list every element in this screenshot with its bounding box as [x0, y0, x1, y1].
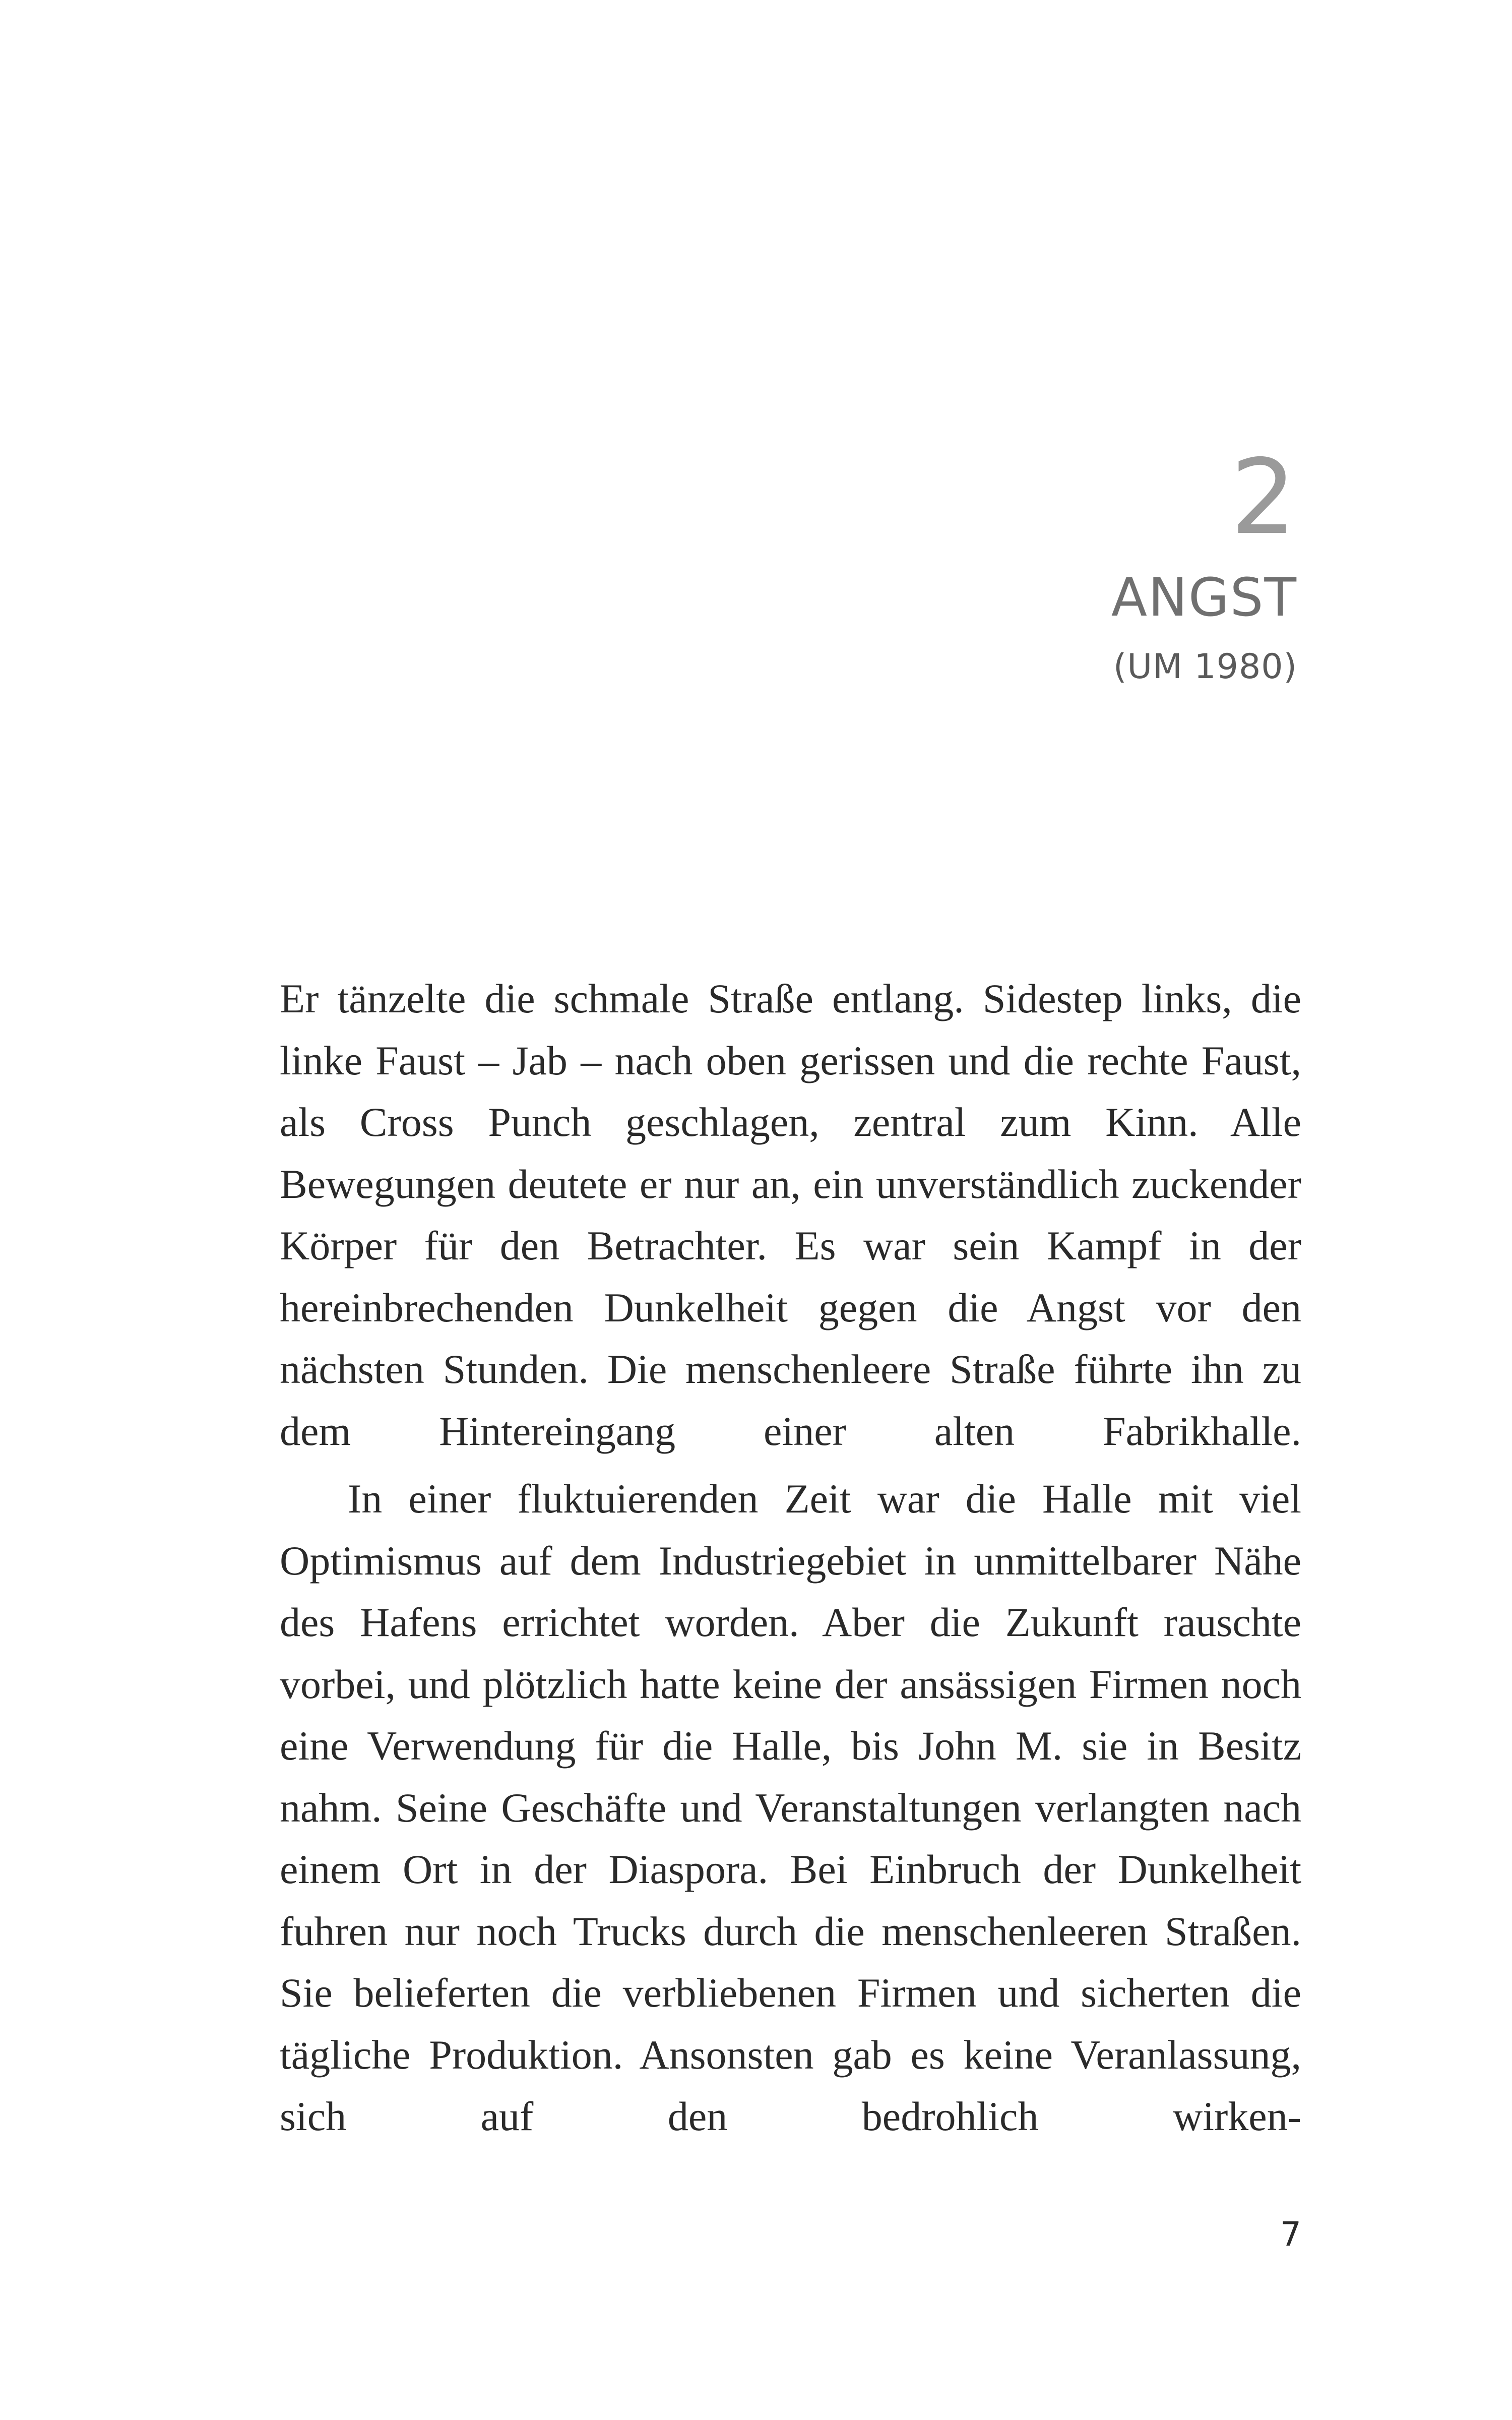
chapter-heading — [1111, 438, 1297, 687]
chapter-number: 2 — [1230, 438, 1297, 558]
body-text — [280, 968, 1301, 2148]
chapter-title: ANGST — [1111, 567, 1297, 628]
paragraph-1: Er tänzelte die schmale Straße entlang. Sidestep links, die linke Faust – Jab – nach oben gerissen und die rechte Faust, als Cross Punch geschlagen, zentral zum Kinn. Alle Bewegungen deutete er nur an, ein unverständlich zuckender Körper für den Betrachter. Es war sein Kampf in der hereinbrechenden Dunkelheit gegen die Angst vor den nächsten Stunden. Die menschenleere Straße führte ihn zu dem Hintereingang einer alten Fabrikhalle. — [280, 976, 1301, 1454]
chapter-subtitle: (UM 1980) — [1113, 647, 1297, 687]
page-number: 7 — [1280, 2215, 1301, 2254]
paragraph-2: In einer fluktuierenden Zeit war die Halle mit viel Optimismus auf dem Industriegebiet in unmittelbarer Nähe des Hafens errichtet worden. Aber die Zukunft rauschte vorbei, und plötzlich hatte keine der ansässigen Firmen noch eine Verwendung für die Halle, bis John M. sie in Besitz nahm. Seine Geschäfte und Veranstaltungen verlangten nach einem Ort in der Diaspora. Bei Einbruch der Dunkelheit fuhren nur noch Trucks durch die menschenleeren Straßen. Sie belieferten die verbliebenen Firmen und sicherten die tägliche Produktion. Ansonsten gab es keine Veranlassung, sich auf den bedrohlich wirken- — [280, 1476, 1301, 2139]
